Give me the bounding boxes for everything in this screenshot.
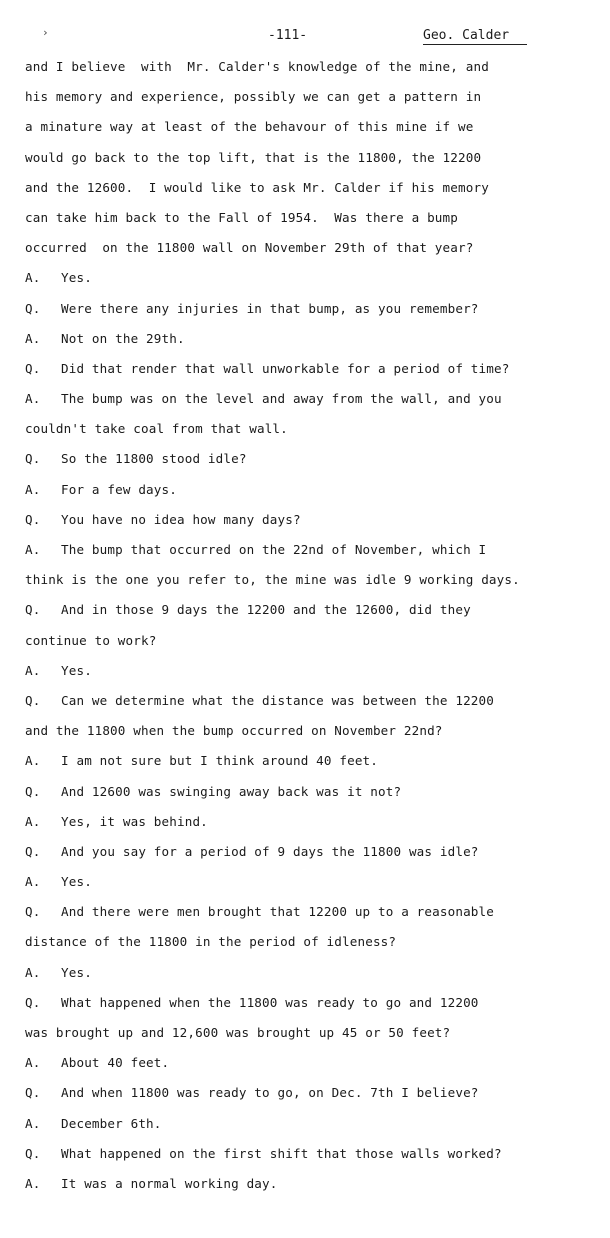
line-text: And 12600 was swinging away back was it not? <box>61 783 402 799</box>
speaker-label: A. <box>25 542 41 557</box>
speaker-label: A. <box>25 753 41 769</box>
text-line <box>25 178 610 208</box>
line-text: For a few days. <box>61 481 177 497</box>
line-text: I am not sure but I think around 40 feet. <box>61 753 379 769</box>
text-line <box>25 238 610 268</box>
text-line <box>25 148 610 178</box>
text-line <box>25 419 610 449</box>
line-text: and the 11800 when the bump occurred on November 22nd? <box>25 723 443 739</box>
line-text: And there were men brought that 12200 up to a reasonable <box>61 904 494 920</box>
answer-line <box>25 661 610 691</box>
question-line <box>25 299 610 329</box>
line-text: was brought up and 12,600 was brought up 45 or 50 feet? <box>25 1025 451 1040</box>
speaker-label: Q. <box>25 602 41 618</box>
line-text: Did that render that wall unworkable for a period of time? <box>61 360 510 376</box>
line-text: So the 11800 stood idle? <box>61 451 247 467</box>
question-line <box>25 1083 610 1113</box>
speaker-label: Q. <box>25 511 41 527</box>
question-line <box>25 359 610 389</box>
line-text: Not on the 29th. <box>61 330 185 346</box>
answer-line <box>25 268 610 298</box>
text-line <box>25 117 610 147</box>
page-number: -111- <box>268 28 308 43</box>
text-line <box>25 57 610 87</box>
line-text: You have no idea how many days? <box>61 511 301 527</box>
transcript-body <box>25 57 610 1204</box>
witness-name: Geo. Calder <box>423 28 527 45</box>
line-text: And you say for a period of 9 days the 11800 was idle? <box>61 843 479 859</box>
line-text: Were there any injuries in that bump, as you remember? <box>61 300 479 316</box>
line-text: And when 11800 was ready to go, on Dec. 7th I believe? <box>61 1085 479 1101</box>
line-text: Can we determine what the distance was between the 12200 <box>61 692 494 708</box>
answer-line <box>25 751 610 781</box>
question-line <box>25 782 610 812</box>
text-line <box>25 570 610 600</box>
line-text: can take him back to the Fall of 1954. Was there a bump <box>25 209 458 225</box>
answer-line <box>25 1114 610 1144</box>
answer-line <box>25 872 610 902</box>
speaker-label: A. <box>25 270 41 286</box>
speaker-label: A. <box>25 1115 41 1131</box>
question-line <box>25 510 610 540</box>
line-text: a minature way at least of the behavour of this mine if we <box>25 119 474 135</box>
speaker-label: Q. <box>25 300 41 316</box>
line-text: would go back to the top lift, that is the 11800, the 12200 <box>25 149 482 165</box>
question-line <box>25 993 610 1023</box>
question-line <box>25 600 610 630</box>
speaker-label: Q. <box>25 451 41 467</box>
line-text: Yes. <box>61 270 92 286</box>
speaker-label: Q. <box>25 360 41 376</box>
line-text: The bump was on the level and away from the wall, and you <box>61 391 502 407</box>
line-text: occurred on the 11800 wall on November 29th of that year? <box>25 240 474 256</box>
speaker-label: A. <box>25 391 41 407</box>
speaker-label: Q. <box>25 692 41 708</box>
line-text: And in those 9 days the 12200 and the 12600, did they <box>61 602 471 618</box>
answer-line <box>25 329 610 359</box>
text-line <box>25 208 610 238</box>
speaker-label: Q. <box>25 1145 41 1161</box>
line-text: continue to work? <box>25 632 157 648</box>
text-line <box>25 721 610 751</box>
speaker-label: A. <box>25 874 41 890</box>
page-header <box>0 28 610 48</box>
margin-mark: › <box>42 26 49 39</box>
line-text: December 6th. <box>61 1115 162 1131</box>
line-text: and I believe with Mr. Calder's knowledge of the mine, and <box>25 59 489 74</box>
line-text: Yes. <box>61 662 92 678</box>
speaker-label: A. <box>25 1055 41 1071</box>
speaker-label: Q. <box>25 1085 41 1101</box>
line-text: couldn't take coal from that wall. <box>25 421 288 437</box>
speaker-label: A. <box>25 330 41 346</box>
line-text: distance of the 11800 in the period of idleness? <box>25 934 397 950</box>
answer-line <box>25 1053 610 1083</box>
line-text: What happened when the 11800 was ready to go and 12200 <box>61 994 479 1010</box>
question-line <box>25 902 610 932</box>
answer-line <box>25 540 610 570</box>
line-text: his memory and experience, possibly we can get a pattern in <box>25 89 482 105</box>
line-text: It was a normal working day. <box>61 1175 278 1191</box>
line-text: What happened on the first shift that those walls worked? <box>61 1145 502 1161</box>
line-text: Yes, it was behind. <box>61 813 208 829</box>
answer-line <box>25 389 610 419</box>
line-text: think is the one you refer to, the mine was idle 9 working days. <box>25 572 520 588</box>
text-line <box>25 1023 610 1053</box>
question-line <box>25 1144 610 1174</box>
speaker-label: Q. <box>25 783 41 799</box>
text-line <box>25 631 610 661</box>
line-text: and the 12600. I would like to ask Mr. Calder if his memory <box>25 179 489 195</box>
speaker-label: A. <box>25 481 41 497</box>
text-line <box>25 932 610 962</box>
speaker-label: A. <box>25 662 41 678</box>
line-text: Yes. <box>61 874 92 890</box>
speaker-label: Q. <box>25 843 41 859</box>
line-text: The bump that occurred on the 22nd of November, which I <box>61 542 487 557</box>
speaker-label: A. <box>25 813 41 829</box>
question-line <box>25 691 610 721</box>
speaker-label: A. <box>25 964 41 980</box>
line-text: Yes. <box>61 964 92 980</box>
speaker-label: Q. <box>25 994 41 1010</box>
question-line <box>25 449 610 479</box>
answer-line <box>25 963 610 993</box>
answer-line <box>25 1174 610 1204</box>
answer-line <box>25 812 610 842</box>
question-line <box>25 842 610 872</box>
line-text: About 40 feet. <box>61 1055 170 1071</box>
speaker-label: Q. <box>25 904 41 920</box>
text-line <box>25 87 610 117</box>
answer-line <box>25 480 610 510</box>
speaker-label: A. <box>25 1175 41 1191</box>
